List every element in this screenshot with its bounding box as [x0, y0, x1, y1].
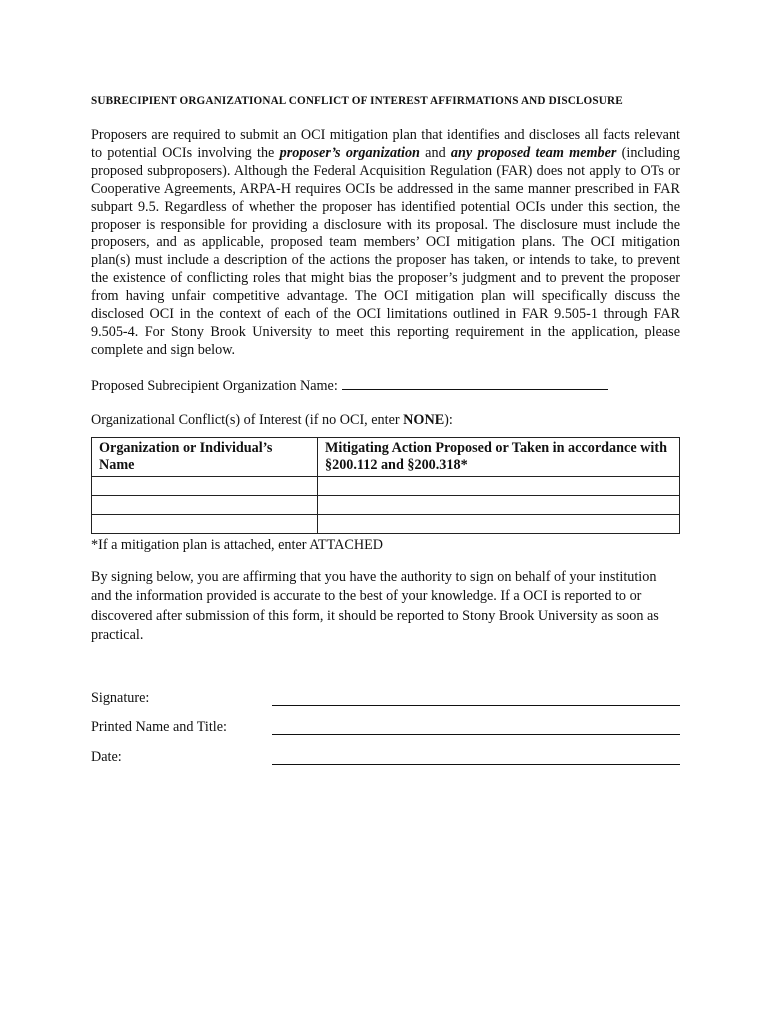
date-input-line[interactable]: [272, 764, 680, 765]
printed-name-input-line[interactable]: [272, 734, 680, 735]
table-row: [92, 514, 680, 533]
date-row: [91, 749, 680, 779]
oci-table-cell-name[interactable]: [92, 476, 318, 495]
oci-table-cell-name[interactable]: [92, 495, 318, 514]
affirmation-paragraph: By signing below, you are affirming that you have the authority to sign on behalf of your institution and the information provided is accurate to the best of your knowledge. If a OCI is reported to or discovered after submission of this form, it should be reported to Stony Brook University as soon as practical.: [91, 568, 659, 644]
attachment-note: *If a mitigation plan is attached, enter ATTACHED: [91, 536, 383, 553]
table-row: [92, 495, 680, 514]
oci-label: [91, 411, 680, 429]
intro-text-2: and: [419, 144, 451, 161]
oci-table-header-row: [92, 437, 680, 476]
org-name-label: Proposed Subrecipient Organization Name:: [91, 377, 338, 394]
document-title: SUBRECIPIENT ORGANIZATIONAL CONFLICT OF INTEREST AFFIRMATIONS AND DISCLOSURE: [91, 95, 623, 107]
document-page: [91, 95, 680, 778]
date-label: Date:: [91, 748, 122, 765]
printed-name-label: Printed Name and Title:: [91, 719, 227, 736]
intro-emphasis-organization: proposer’s organization: [279, 144, 420, 161]
intro-paragraph: [91, 127, 680, 360]
oci-label-none: NONE: [403, 411, 445, 428]
intro-text-3: (including proposed subproposers). Although the Federal Acquisition Regulation (FAR) does not apply to OTs or Cooperative Agreements, ARPA-H requires OCIs be addressed in the same manner prescribed in FAR subpart 9.5. Regardless of whether the proposer has identified potential OCIs under this section, the proposer is responsible for providing a disclosure with its proposal. The disclosure must include the proposers, and as applicable, proposed team members’ OCI mitigation plans. The OCI mitigation plan(s) must include a description of the actions the proposer has taken, or intends to take, to prevent the existence of conflicting roles that might bias the proposer’s judgment and to prevent the proposer from having unfair competitive advantage. The OCI mitigation plan will specifically discuss the disclosed OCI in the context of each of the OCI limitations outlined in FAR 9.505-1 through FAR 9.505-4. For Stony Brook University to meet this reporting requirement in the application, please complete and sign below.: [91, 144, 680, 358]
signature-row: [91, 690, 680, 720]
signature-input-line[interactable]: [272, 705, 680, 706]
intro-text-1: Proposers are required to submit an OCI mitigation plan that identifies and discloses all facts relevant to potential OCIs involving the: [91, 127, 680, 161]
org-name-input-line[interactable]: [342, 376, 608, 390]
intro-emphasis-team-member: any proposed team member: [450, 144, 617, 161]
table-row: [92, 476, 680, 495]
oci-label-prefix: Organizational Conflict(s) of Interest (if no OCI, enter: [91, 411, 404, 428]
oci-label-suffix: ):: [444, 411, 453, 428]
oci-table-header-name: Organization or Individual’s Name: [92, 437, 318, 476]
oci-table-header-mitigation: Mitigating Action Proposed or Taken in accordance with §200.112 and §200.318*: [318, 437, 680, 476]
oci-table: [91, 437, 680, 534]
oci-table-cell-mitigation[interactable]: [318, 476, 680, 495]
printed-name-row: [91, 719, 680, 749]
oci-table-cell-mitigation[interactable]: [318, 514, 680, 533]
org-name-field: [91, 376, 680, 395]
oci-table-cell-name[interactable]: [92, 514, 318, 533]
oci-table-cell-mitigation[interactable]: [318, 495, 680, 514]
signature-label: Signature:: [91, 689, 150, 706]
